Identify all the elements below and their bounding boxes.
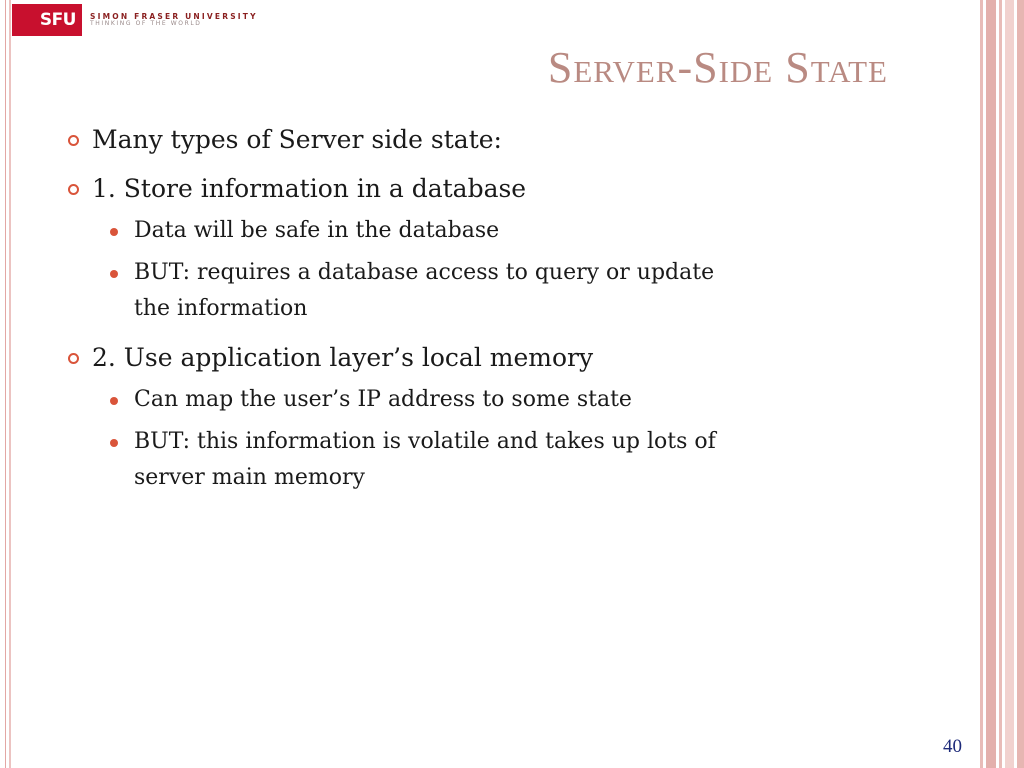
stripe [1005,0,1014,768]
sub-bullet-item [64,255,884,327]
logo-name: SIMON FRASER UNIVERSITY [90,11,258,21]
slide-title: Server-Side State [547,43,888,92]
filled-circle-bullet-icon [110,228,118,236]
filled-circle-bullet-icon [110,439,118,447]
university-logo [12,4,258,36]
sub-bullet-text-line: the information [134,296,308,321]
page-number: 40 [943,736,962,757]
bullet-item [64,171,884,207]
sub-bullet-item [64,382,884,418]
logo-tagline: THINKING OF THE WORLD [90,19,202,27]
stripe [999,0,1002,768]
stripe [980,0,983,768]
logo-abbreviation: SFU [12,4,82,36]
sub-bullet-text: Can map the user’s IP address to some state [134,387,632,412]
sub-bullet-item [64,213,884,249]
hollow-circle-bullet-icon [68,353,79,364]
right-decorative-stripes [980,0,1024,768]
sub-bullet-text: Data will be safe in the database [134,218,500,243]
stripe [1017,0,1024,768]
sub-bullet-item [64,424,884,496]
stripe [986,0,996,768]
left-border-line [9,0,11,768]
bullet-item [64,122,884,158]
sub-bullet-text-line: server main memory [134,465,365,490]
hollow-circle-bullet-icon [68,135,79,146]
bullet-list [64,115,884,496]
hollow-circle-bullet-icon [68,184,79,195]
bullet-text: 1. Store information in a database [92,174,527,203]
sub-bullet-text-line: BUT: this information is volatile and takes up lots of [134,429,716,454]
bullet-text: Many types of Server side state: [92,125,502,154]
bullet-item [64,340,884,376]
sub-bullet-text-line: BUT: requires a database access to query or update [134,260,715,285]
filled-circle-bullet-icon [110,270,118,278]
filled-circle-bullet-icon [110,397,118,405]
left-border-line [5,0,6,768]
logo-wordmark [90,13,258,28]
bullet-text: 2. Use application layer’s local memory [92,343,594,372]
